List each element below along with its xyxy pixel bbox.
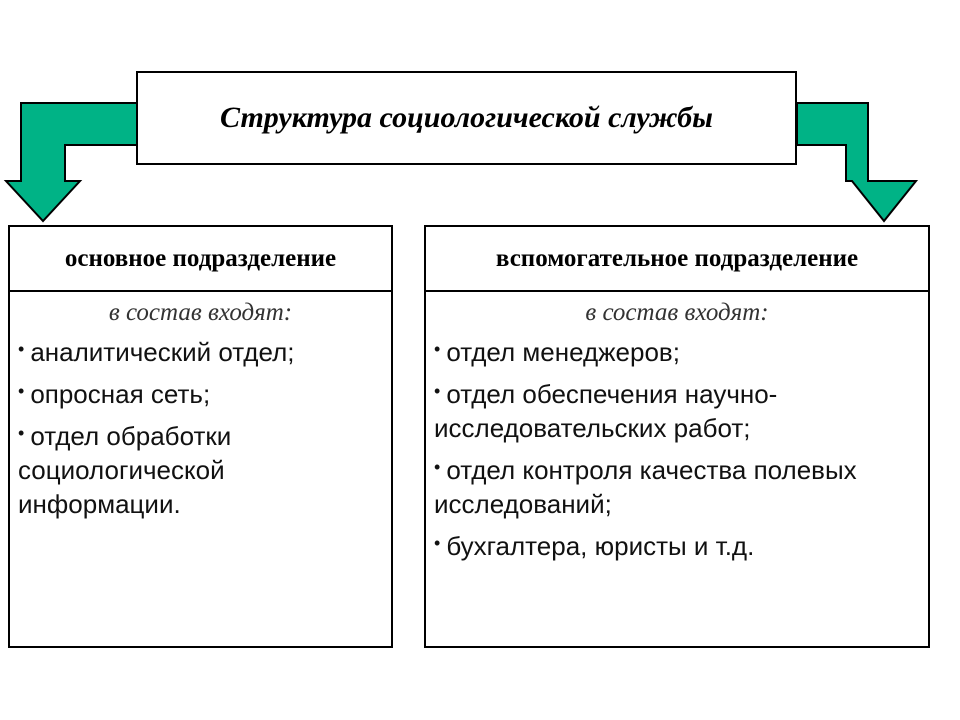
bullet-icon: • — [18, 339, 25, 359]
main-division-list — [10, 332, 391, 521]
diagram-title: Структура социологической службы — [136, 71, 797, 165]
list-item: • отдел обработки социологической информации. — [18, 421, 232, 519]
bullet-icon: • — [18, 423, 25, 443]
bullet-icon: • — [434, 457, 441, 477]
list-item: • отдел менеджеров; — [434, 337, 680, 367]
auxiliary-division-list — [426, 332, 928, 563]
list-item: • бухгалтера, юристы и т.д. — [434, 531, 755, 561]
main-division-panel — [8, 225, 393, 648]
bullet-icon: • — [434, 533, 441, 553]
auxiliary-division-header: вспомогательное подразделение — [426, 227, 928, 292]
auxiliary-division-subheader: в состав входят: — [585, 299, 769, 326]
auxiliary-division-panel — [424, 225, 930, 648]
list-item: • аналитический отдел; — [18, 337, 295, 367]
list-item: • отдел контроля качества полевых исследований; — [434, 455, 857, 519]
main-division-subheader: в состав входят: — [108, 299, 293, 326]
bullet-icon: • — [434, 381, 441, 401]
right-arrow — [797, 103, 916, 221]
main-division-header: основное подразделение — [10, 227, 391, 292]
bullet-icon: • — [18, 381, 25, 401]
list-item: • опросная сеть; — [18, 379, 211, 409]
list-item: • отдел обеспечения научно-исследовательских работ; — [434, 379, 778, 443]
bullet-icon: • — [434, 339, 441, 359]
left-arrow — [6, 103, 137, 221]
